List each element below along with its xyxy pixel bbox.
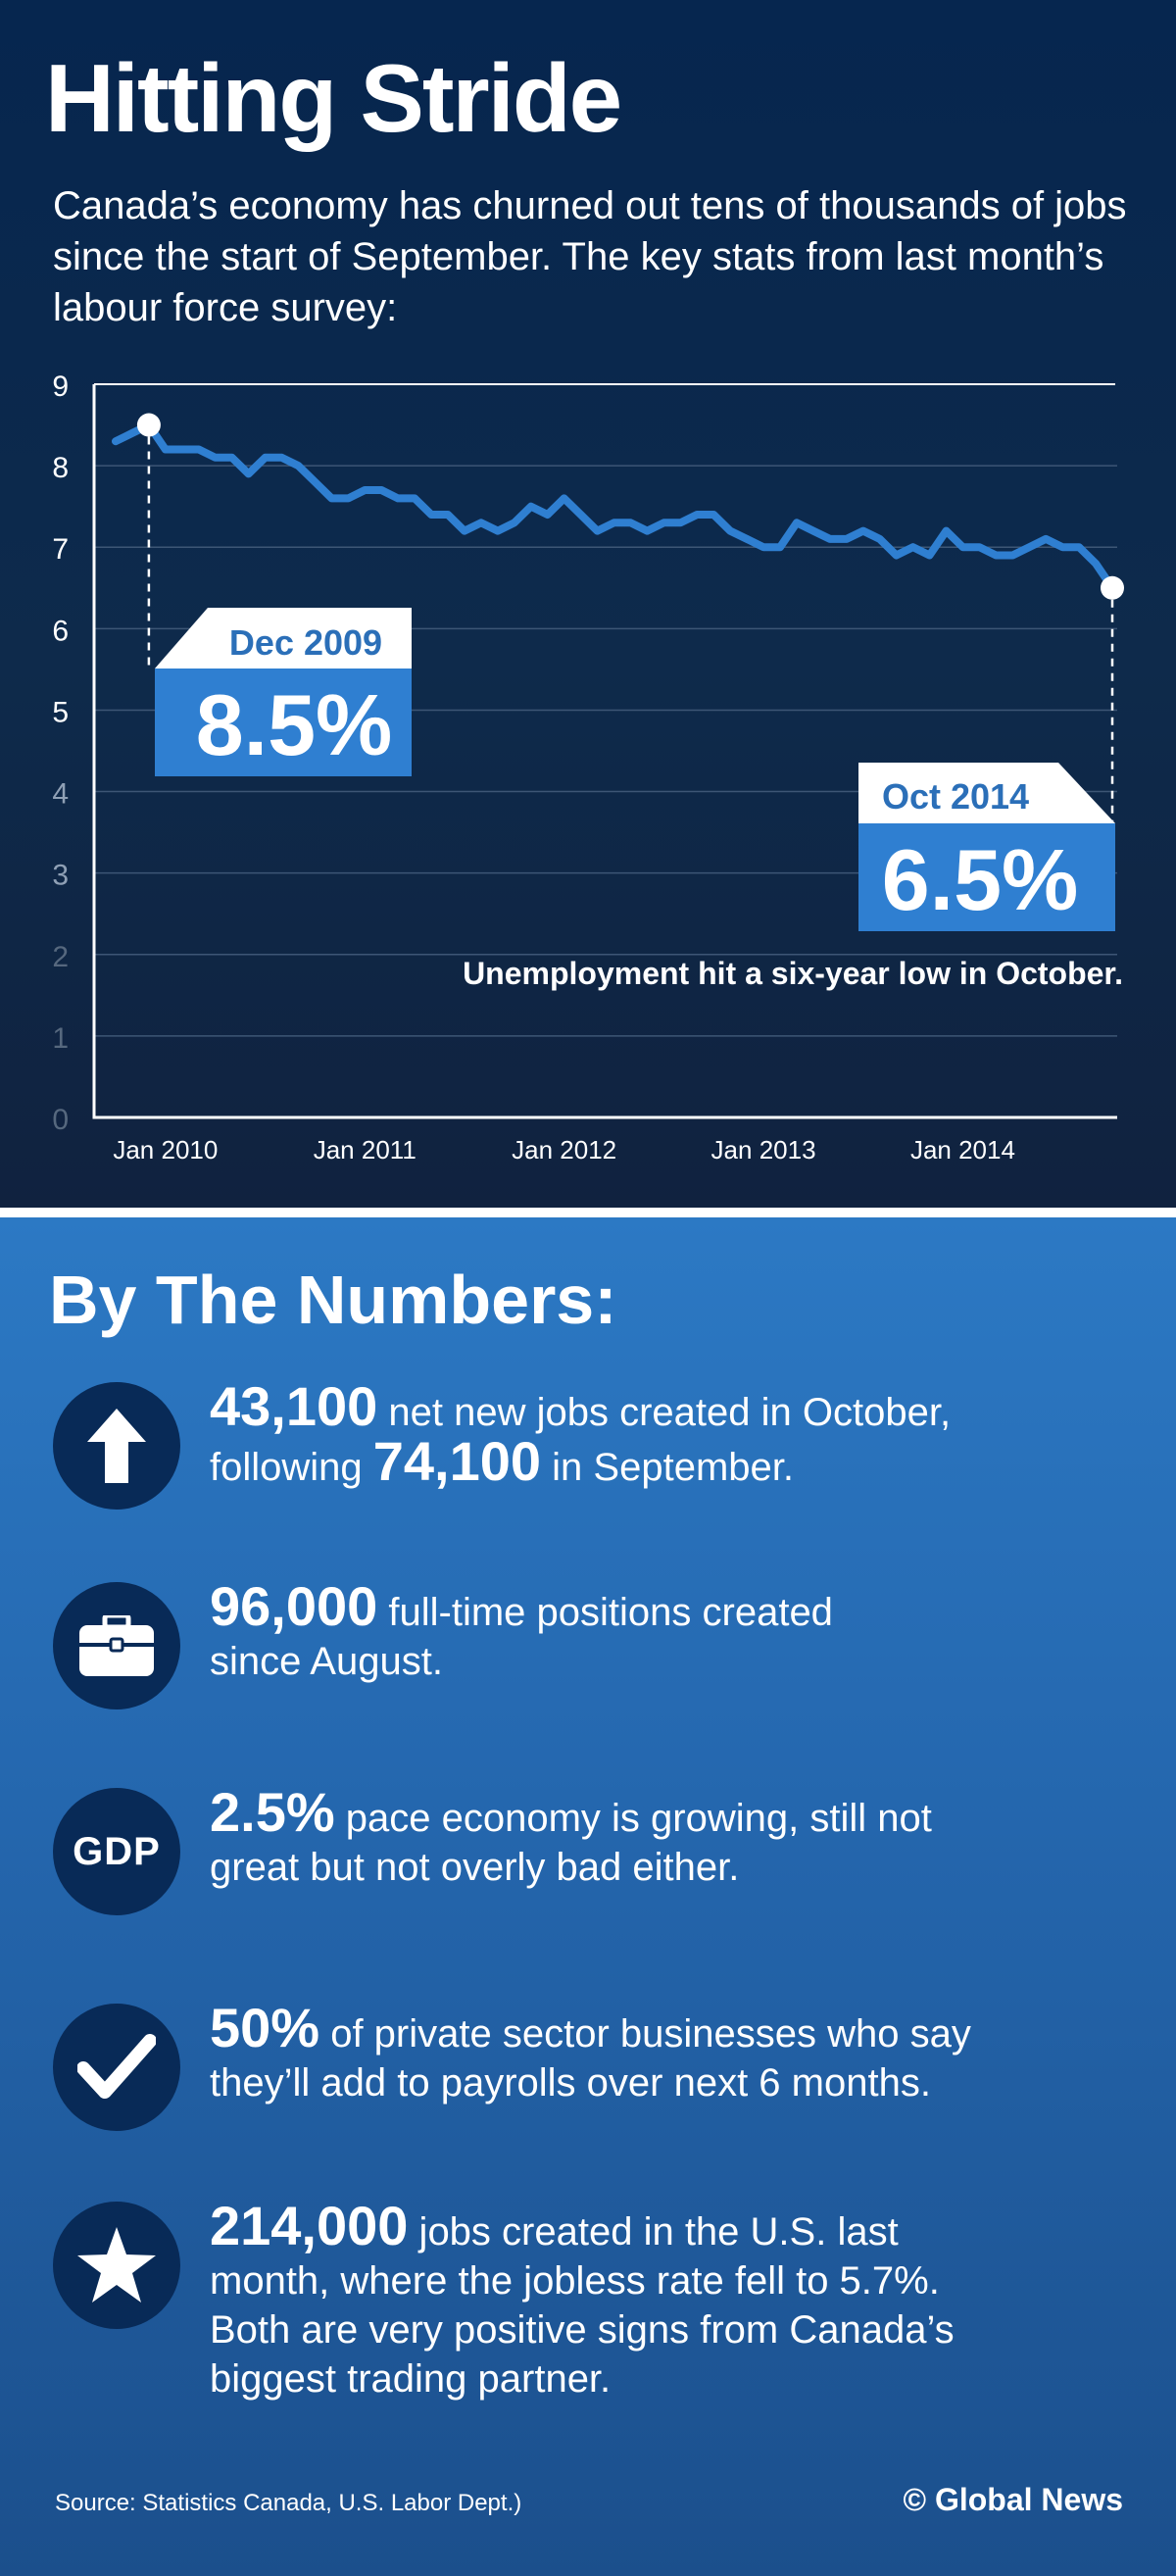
- y-tick-label: 4: [52, 777, 69, 811]
- stat-description: pace economy is growing, still not: [334, 1797, 932, 1840]
- stat-line: [210, 1781, 1131, 1843]
- x-tick-label: Jan 2012: [512, 1135, 617, 1164]
- data-point-dec-2009: [137, 414, 161, 437]
- stat-description: Both are very positive signs from Canada’s: [210, 2308, 955, 2352]
- y-tick-label: 2: [52, 940, 69, 973]
- series-line: [116, 425, 1112, 588]
- stat-number: 2.5%: [210, 1781, 335, 1843]
- y-tick-label: 1: [52, 1021, 69, 1055]
- chart-annotation: Unemployment hit a six-year low in October.: [463, 956, 1123, 991]
- stat-line: [210, 2256, 1131, 2305]
- stat-number: 50%: [210, 1997, 320, 2058]
- stat-number: 214,000: [210, 2195, 409, 2256]
- stat-description: net new jobs created in October,: [377, 1391, 952, 1434]
- stat-description: they’ll add to payrolls over next 6 months.: [210, 2061, 931, 2105]
- stat-text: [210, 2195, 1131, 2403]
- stat-number: 74,100: [372, 1430, 542, 1492]
- checkmark-icon: [53, 2004, 180, 2131]
- section-divider: [0, 1208, 1176, 1217]
- stat-line: [210, 1575, 1131, 1637]
- stat-description: in September.: [541, 1446, 794, 1489]
- stat-number: 43,100: [210, 1375, 378, 1437]
- stat-description: of private sector businesses who say: [319, 2012, 971, 2056]
- brand-credit: © Global News: [903, 2482, 1123, 2517]
- y-tick-label: 9: [52, 371, 69, 403]
- stat-description: full-time positions created: [377, 1591, 833, 1634]
- callout-value-label: 6.5%: [881, 831, 1079, 928]
- y-tick-label: 7: [52, 533, 69, 567]
- stat-text: [210, 1575, 1131, 1686]
- stat-description: great but not overly bad either.: [210, 1846, 740, 1889]
- source-note: Source: Statistics Canada, U.S. Labor Dept.): [55, 2490, 522, 2516]
- stat-line: [210, 1637, 1131, 1686]
- gdp-icon-label: GDP: [73, 1829, 161, 1873]
- stat-line: [210, 1375, 1131, 1437]
- y-tick-label: 8: [52, 452, 69, 485]
- stat-description: since August.: [210, 1640, 443, 1683]
- chart-panel: [0, 0, 1176, 1208]
- stat-description: biggest trading partner.: [210, 2357, 612, 2401]
- y-tick-label: 6: [52, 615, 69, 648]
- stat-line: [210, 2058, 1131, 2107]
- stat-text: [210, 1375, 1131, 1492]
- stat-text: [210, 1997, 1131, 2107]
- stat-text: [210, 1781, 1131, 1892]
- stat-line: [210, 1997, 1131, 2058]
- y-tick-label: 3: [52, 859, 69, 892]
- star-icon: [53, 2202, 180, 2329]
- arrow-up-icon: [53, 1382, 180, 1510]
- callout-month-label: Oct 2014: [881, 776, 1030, 817]
- x-tick-label: Jan 2010: [113, 1135, 219, 1164]
- stat-line: [210, 2195, 1131, 2256]
- stat-number: 96,000: [210, 1575, 378, 1637]
- x-tick-label: Jan 2014: [909, 1135, 1015, 1164]
- callout-month-label: Dec 2009: [228, 622, 383, 663]
- numbers-title: By The Numbers:: [49, 1262, 617, 1338]
- page-title: Hitting Stride: [45, 44, 621, 152]
- intro-text: Canada’s economy has churned out tens of thousands of jobs since the start of September. The key stats from last month’s labour force survey:: [53, 184, 1127, 329]
- stat-line: [210, 1430, 1131, 1492]
- stat-description: jobs created in the U.S. last: [408, 2210, 899, 2254]
- data-point-oct-2014: [1101, 576, 1124, 600]
- callout-value-label: 8.5%: [195, 676, 393, 773]
- stat-description: following: [210, 1446, 373, 1489]
- y-tick-label: 0: [52, 1104, 69, 1136]
- unemployment-line-chart: [0, 353, 1176, 1196]
- stat-description: month, where the jobless rate fell to 5.7%.: [210, 2259, 940, 2303]
- stat-line: [210, 2305, 1131, 2354]
- stat-line: [210, 2354, 1131, 2403]
- stat-line: [210, 1843, 1131, 1892]
- briefcase-icon: [53, 1582, 180, 1709]
- y-tick-label: 5: [52, 696, 69, 729]
- x-tick-label: Jan 2013: [710, 1135, 816, 1164]
- gdp-icon: [53, 1788, 180, 1915]
- x-tick-label: Jan 2011: [313, 1135, 416, 1164]
